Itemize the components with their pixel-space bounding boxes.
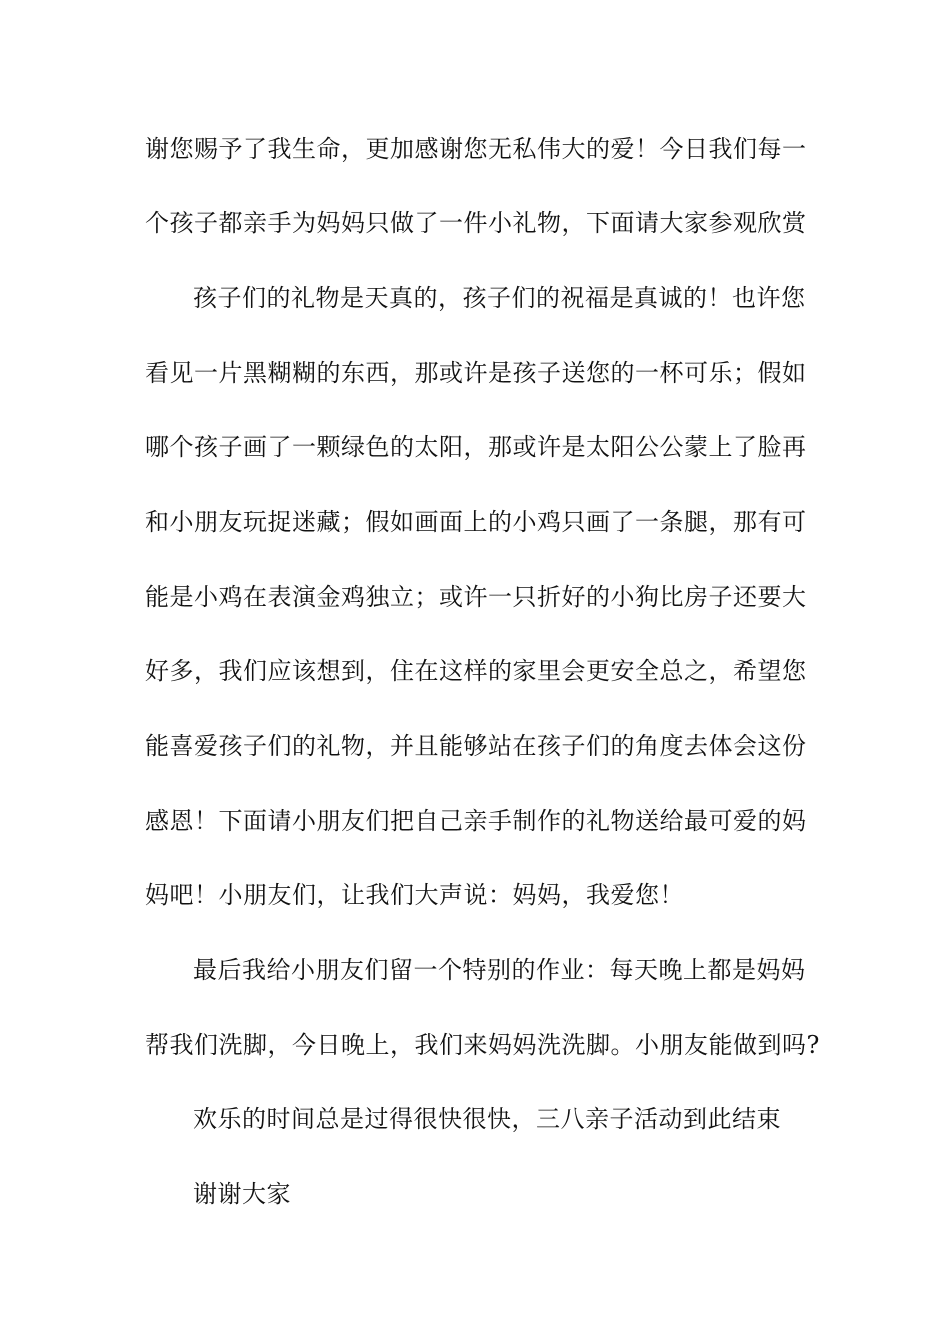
text-line-13: 帮我们洗脚，今日晚上，我们来妈妈洗洗脚。小朋友能做到吗? (145, 1031, 820, 1059)
paragraph-start-line-14: 欢乐的时间总是过得很快很快，三八亲子活动到此结束 (193, 1105, 781, 1133)
text-line-5: 哪个孩子画了一颗绿色的太阳，那或许是太阳公公蒙上了脸再 (145, 433, 807, 461)
text-line-10: 感恩！下面请小朋友们把自己亲手制作的礼物送给最可爱的妈 (145, 807, 807, 835)
text-line-11: 妈吧！小朋友们，让我们大声说：妈妈，我爱您！ (145, 881, 684, 909)
text-line-2: 个孩子都亲手为妈妈只做了一件小礼物，下面请大家参观欣赏 (145, 209, 807, 237)
closing-line: 谢谢大家 (193, 1180, 291, 1208)
text-line-4: 看见一片黑糊糊的东西，那或许是孩子送您的一杯可乐；假如 (145, 359, 807, 387)
paragraph-start-line-12: 最后我给小朋友们留一个特别的作业：每天晚上都是妈妈 (193, 956, 806, 984)
text-line-9: 能喜爱孩子们的礼物，并且能够站在孩子们的角度去体会这份 (145, 732, 807, 760)
text-line-7: 能是小鸡在表演金鸡独立；或许一只折好的小狗比房子还要大 (145, 583, 807, 611)
paragraph-start-line-3: 孩子们的礼物是天真的，孩子们的祝福是真诚的！也许您 (193, 284, 806, 312)
text-line-6: 和小朋友玩捉迷藏；假如画面上的小鸡只画了一条腿，那有可 (145, 508, 807, 536)
text-line-1: 谢您赐予了我生命，更加感谢您无私伟大的爱！今日我们每一 (145, 135, 807, 163)
text-line-8: 好多，我们应该想到，住在这样的家里会更安全总之，希望您 (145, 657, 807, 685)
